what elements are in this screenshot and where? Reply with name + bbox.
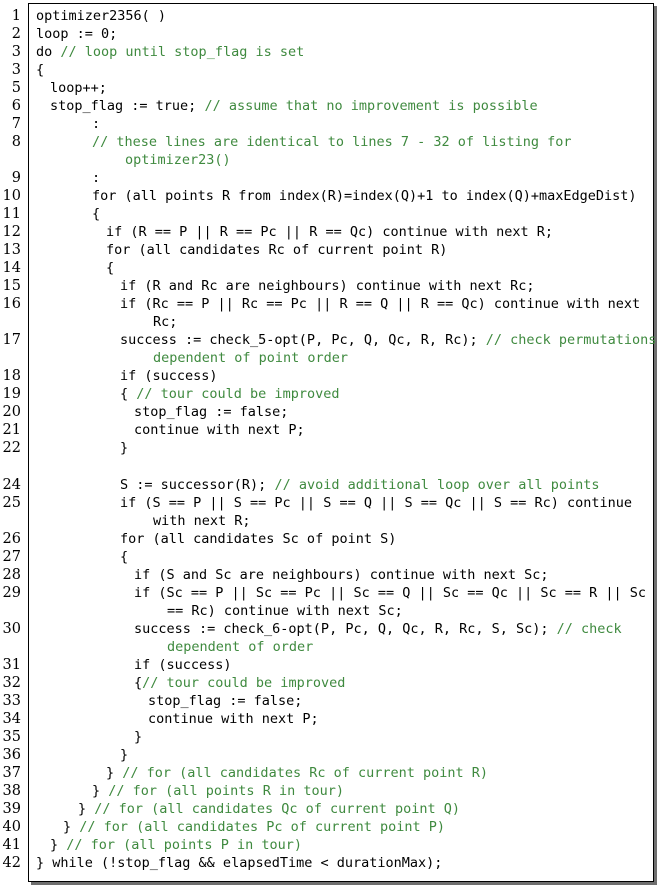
code-text (36, 8, 166, 24)
code-statement: do (36, 44, 61, 60)
code-statement: for (all points R from index(R)=index(Q)+1 to index(Q)+maxEdgeDist) (92, 188, 637, 204)
line-number: 8 (11, 134, 21, 150)
line-number: 22 (2, 440, 21, 456)
code-text (120, 332, 656, 348)
code-text (106, 260, 114, 276)
line-number: 18 (2, 368, 21, 384)
code-statement: if (S == P || S == Pc || S == Q || S == Qc || S == Rc) continue (120, 495, 633, 511)
line-number: 5 (11, 80, 21, 96)
code-text (50, 98, 538, 114)
code-text (134, 657, 232, 673)
code-text (148, 711, 319, 727)
line-number: 34 (2, 711, 21, 727)
code-text (120, 296, 640, 312)
code-statement: continue with next P; (134, 422, 305, 438)
code-text (134, 404, 288, 420)
code-comment: dependent of order (167, 639, 314, 655)
code-text (148, 693, 302, 709)
code-comment: optimizer23() (125, 152, 231, 168)
code-statement: if (R and Rc are neighbours) continue with next Rc; (120, 278, 535, 294)
code-statement: { (106, 260, 115, 276)
code-text (36, 62, 44, 78)
code-text (120, 440, 128, 456)
code-comment: // tour could be improved (136, 386, 340, 402)
line-number: 3 (11, 44, 21, 60)
line-number: 2 (11, 26, 21, 42)
code-text (134, 621, 622, 637)
code-text (120, 747, 128, 763)
code-text (92, 170, 100, 186)
code-text (134, 585, 646, 601)
line-number: 33 (2, 693, 21, 709)
code-text (92, 134, 572, 150)
code-text (106, 242, 447, 258)
code-text (106, 765, 488, 781)
line-number: 38 (2, 783, 21, 799)
line-number: 32 (2, 675, 21, 691)
line-number: 40 (2, 819, 21, 835)
code-comment: // check permutations (485, 332, 657, 348)
code-statement: if (R == P || R == Pc || R == Qc) continue with next R; (106, 224, 554, 240)
line-number: 42 (2, 855, 21, 871)
code-comment: // these lines are identical to lines 7 - 32 of listing for (92, 134, 572, 150)
code-text (120, 495, 632, 511)
line-number: 24 (2, 477, 21, 493)
code-text (134, 422, 305, 438)
code-text (120, 477, 600, 493)
code-statement: Rc; (153, 314, 178, 330)
line-number: 30 (2, 621, 21, 637)
line-number: 9 (11, 170, 21, 186)
code-comment: dependent of point order (153, 350, 349, 366)
code-statement: S := successor(R); (120, 477, 275, 493)
code-text (134, 729, 142, 745)
code-statement: stop_flag := false; (148, 693, 303, 709)
line-number: 13 (2, 242, 21, 258)
code-comment: // for (all candidates Pc of current point P) (79, 819, 446, 835)
code-statement: loop++; (50, 80, 107, 96)
code-comment: // for (all points P in tour) (66, 837, 302, 853)
code-statement: : (92, 170, 101, 186)
code-statement: { (120, 386, 137, 402)
code-statement: if (Sc == P || Sc == Pc || Sc == Q || Sc == Qc || Sc == R || Sc (134, 585, 647, 601)
code-text (167, 603, 403, 619)
line-number: 37 (2, 765, 21, 781)
code-text (153, 314, 177, 330)
code-text (125, 152, 231, 168)
code-statement: } while (!stop_flag && elapsedTime < durationMax); (36, 855, 443, 871)
line-number: 31 (2, 657, 21, 673)
line-number: 36 (2, 747, 21, 763)
line-number: 25 (2, 495, 21, 511)
line-number: 14 (2, 260, 21, 276)
line-number: 35 (2, 729, 21, 745)
line-number: 41 (2, 837, 21, 853)
code-statement: { (134, 675, 143, 691)
line-number: 29 (2, 585, 21, 601)
code-statement: } (120, 440, 129, 456)
line-number: 16 (2, 296, 21, 312)
code-text (50, 80, 107, 96)
line-number: 26 (2, 531, 21, 547)
code-text (36, 44, 304, 60)
code-text (134, 567, 549, 583)
code-statement: with next R; (153, 513, 251, 529)
code-text (120, 549, 128, 565)
code-statement: { (120, 549, 129, 565)
code-statement: } (134, 729, 143, 745)
code-text (92, 783, 344, 799)
code-text (92, 188, 637, 204)
line-number: 1 (11, 8, 21, 24)
code-statement: if (Rc == P || Rc == Pc || R == Q || R == Qc) continue with next (120, 296, 641, 312)
code-text (120, 386, 339, 402)
line-number: 17 (2, 332, 21, 348)
code-text (106, 224, 553, 240)
code-text (167, 639, 313, 655)
code-statement: if (success) (134, 657, 232, 673)
line-number: 10 (2, 188, 21, 204)
code-comment: // assume that no improvement is possible (204, 98, 538, 114)
code-text (36, 26, 117, 42)
line-number: 39 (2, 801, 21, 817)
code-comment: // for (all candidates Rc of current point R) (122, 765, 489, 781)
line-number: 21 (2, 422, 21, 438)
line-number: 11 (2, 206, 21, 222)
code-text (120, 531, 396, 547)
line-number: 27 (2, 549, 21, 565)
code-statement: for (all candidates Rc of current point R) (106, 242, 448, 258)
code-comment: // for (all candidates Qc of current point Q) (94, 801, 461, 817)
code-statement: optimizer2356( ) (36, 8, 167, 24)
code-text (153, 513, 251, 529)
code-text (78, 801, 460, 817)
line-number: 7 (11, 116, 21, 132)
code-statement: == Rc) continue with next Sc; (167, 603, 403, 619)
code-statement: loop := 0; (36, 26, 118, 42)
code-comment: // avoid additional loop over all points (274, 477, 600, 493)
code-text (120, 368, 218, 384)
code-comment: // tour could be improved (142, 675, 346, 691)
code-statement: } (120, 747, 129, 763)
code-text (92, 206, 100, 222)
code-comment: // for (all points R in tour) (108, 783, 344, 799)
line-number: 15 (2, 278, 21, 294)
code-statement: { (92, 206, 101, 222)
line-number: 19 (2, 386, 21, 402)
code-text (50, 837, 302, 853)
code-statement: if (S and Sc are neighbours) continue with next Sc; (134, 567, 549, 583)
code-comment: // check (556, 621, 622, 637)
code-statement: for (all candidates Sc of point S) (120, 531, 397, 547)
code-statement: } (92, 783, 109, 799)
line-number: 6 (11, 98, 21, 114)
code-text (134, 675, 345, 691)
code-statement: } (78, 801, 95, 817)
code-text (120, 278, 535, 294)
line-number: 12 (2, 224, 21, 240)
code-statement: success := check_5-opt(P, Pc, Q, Qc, R, Rc); (120, 332, 486, 348)
code-statement: : (92, 116, 101, 132)
line-number: 3 (11, 62, 21, 78)
code-text (153, 350, 348, 366)
code-statement: } (63, 819, 80, 835)
code-statement: } (106, 765, 123, 781)
code-text (36, 855, 442, 871)
line-number: 28 (2, 567, 21, 583)
code-comment: // loop until stop_flag is set (60, 44, 305, 60)
code-statement: stop_flag := false; (134, 404, 289, 420)
code-statement: { (36, 62, 45, 78)
code-statement: stop_flag := true; (50, 98, 205, 114)
line-number: 20 (2, 404, 21, 420)
code-statement: success := check_6-opt(P, Pc, Q, Qc, R, Rc, S, Sc); (134, 621, 557, 637)
code-text (92, 116, 100, 132)
code-text (63, 819, 445, 835)
code-statement: continue with next P; (148, 711, 319, 727)
code-statement: } (50, 837, 67, 853)
code-statement: if (success) (120, 368, 218, 384)
